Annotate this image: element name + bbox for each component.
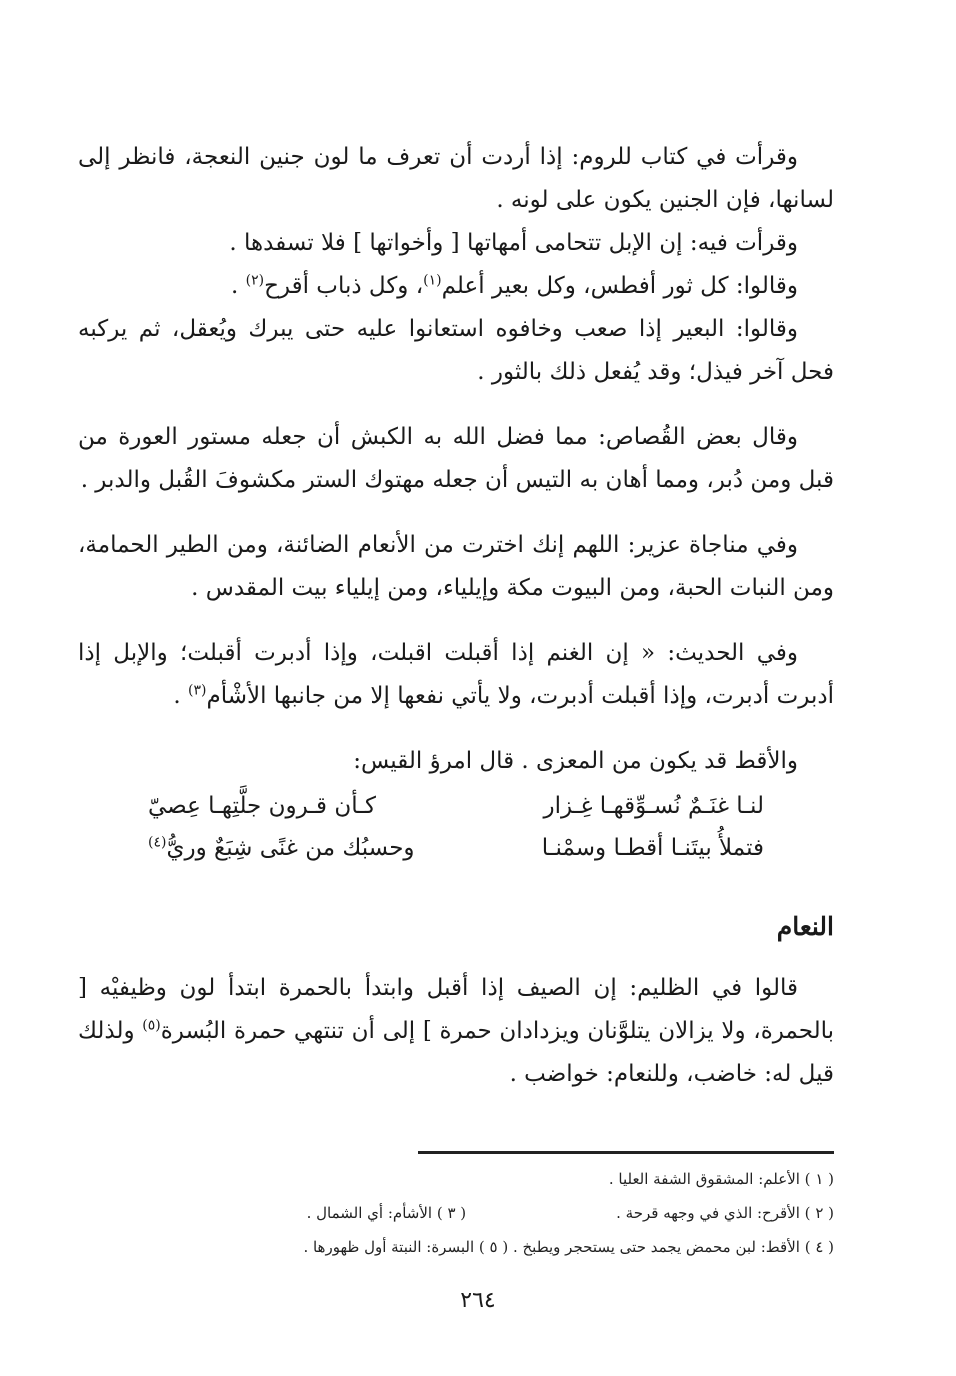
paragraph-qussas: وقال بعض القُصاص: مما فضل الله به الكبش أن جعله مستور العورة من قبل ومن دُبر، ومما أهان به التيس أن جعله مهتوك الستر مكشوفَ القُبل والدبر . xyxy=(78,424,834,493)
paragraph-aqit: والأقط قد يكون من المعزى . قال امرؤ القيس: xyxy=(353,748,798,774)
paragraph-qalu xyxy=(78,265,834,308)
footnote-1-text: ( ١ ) الأعلم: المشقوق الشفة العليا . xyxy=(608,1170,834,1188)
footnotes xyxy=(150,1162,834,1264)
qalu-text-3: . xyxy=(230,273,246,299)
paragraph-camel-bull: وقالوا: البعير إذا صعب وخافوه استعانوا عليه حتى يبرك ويُعقل، ثم يركبه فحل آخر فيذل؛ وقد يُفعل ذلك بالثور . xyxy=(78,316,834,385)
ostrich-text-1: قالوا في الظليم: إن الصيف إذا أقبل وابتدأ بالحمرة ابتدأ لون وظيفيْه [ بالحمرة، ولا يزالان يتلوَّنان ويزدادان حمرة ] إلى أن تنتهي حمرة البُسرة xyxy=(78,975,834,1044)
footnote-row-2-3 xyxy=(150,1196,834,1230)
footnote-ref-5[interactable]: (٥) xyxy=(142,1017,161,1034)
poem-line-1-second-hemistich: كـأن قـرون جلَّتِهـا عِصيّ xyxy=(148,793,376,819)
poem-line-1-first-hemistich: لنـا غنَـمٌ نُسـوِّقهـا غِـزار xyxy=(543,793,764,819)
ostrich-text-2: ولذلك قيل له: خاضب، وللنعام: خواضب . xyxy=(78,1018,834,1087)
paragraph-uzair: وفي مناجاة عزير: اللهم إنك اخترت من الأنعام الضائنة، ومن الطير الحمامة، ومن النبات الحبة، ومن البيوت مكة وإيلياء، ومن إيلياء بيت المقدس . xyxy=(78,532,834,601)
poem xyxy=(78,785,834,869)
footnote-3-text: ( ٣ ) الأشأم: أي الشمال . xyxy=(306,1204,467,1222)
footnote-1 xyxy=(150,1162,834,1196)
poem-line-2-second-text: وحسبُك من غنًى شِبَعٌ وريُّ xyxy=(166,835,415,861)
poem-line-2-first-hemistich: فتملأُ بيتَنـا أقطـا وسمْنـا xyxy=(541,835,764,861)
footnote-row-4-5 xyxy=(150,1230,834,1264)
footnote-ref-4[interactable]: (٤) xyxy=(148,834,167,851)
section-heading: النعام xyxy=(776,912,834,941)
footnote-ref-3[interactable]: (٣) xyxy=(187,682,207,699)
paragraph-roman-book: وقرأت في كتاب للروم: إذا أردت أن تعرف ما لون جنين النعجة، فانظر إلى لسانها، فإن الجنين يكون على لونه . xyxy=(78,144,834,213)
footnote-2-text: ( ٢ ) الأقرح: الذي في وجهه قرحة . xyxy=(616,1204,834,1222)
page-number: ٢٦٤ xyxy=(460,1288,496,1313)
hadith-text: وفي الحديث: « إن الغنم إذا أقبلت اقبلت، وإذا أدبرت أقبلت؛ والإبل إذا أدبرت أدبرت، وإذا أقبلت أدبرت، ولا يأتي نفعها إلا من جانبها الأشْأم xyxy=(78,640,834,709)
footnote-4-5-text: ( ٤ ) الأقط: لبن محمض يجمد حتى يستحجر ويطبخ . ( ٥ ) البسرة: النبتة أول ظهورها . xyxy=(303,1238,834,1256)
paragraph-camels: وقرأت فيه: إن الإبل تتحامى أمهاتها [ وأخواتها ] فلا تسفدها . xyxy=(229,230,798,256)
hadith-end: . xyxy=(173,683,188,709)
poem-line-2 xyxy=(78,827,834,869)
footnote-ref-2[interactable]: (٢) xyxy=(245,272,265,289)
main-text xyxy=(78,136,834,1096)
footnote-ref-1[interactable]: (١) xyxy=(423,272,442,289)
paragraph-hadith xyxy=(78,632,834,718)
paragraph-ostrich xyxy=(78,967,834,1096)
poem-line-1 xyxy=(78,785,834,827)
qalu-text-2: ، وكل ذباب أقرح xyxy=(264,273,424,299)
qalu-text-1: وقالوا: كل ثور أفطس، وكل بعير أعلم xyxy=(441,273,798,299)
footnote-divider xyxy=(418,1151,834,1154)
poem-line-2-second-hemistich xyxy=(148,827,415,869)
